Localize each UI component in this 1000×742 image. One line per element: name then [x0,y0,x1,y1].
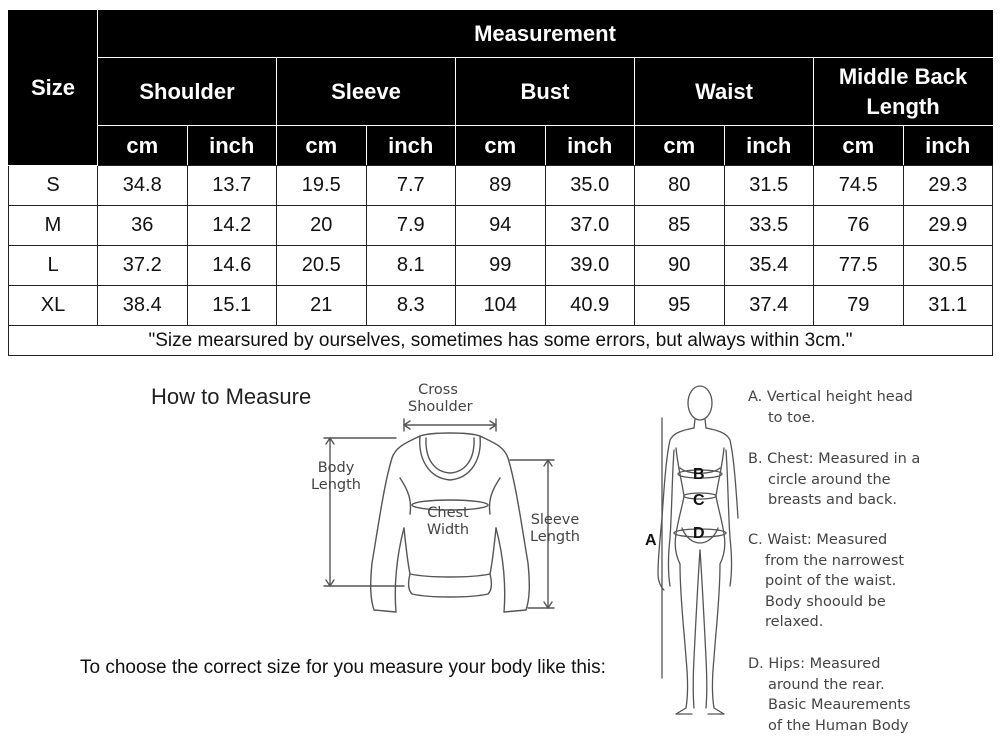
unit-header: inch [724,126,814,166]
how-to-measure-title: How to Measure [151,384,312,409]
size-cell: XL [9,286,98,326]
cross-shoulder-label [408,382,473,416]
unit-header: cm [277,126,367,166]
label-line: Body [317,460,355,476]
table-row [9,166,993,206]
group-header-waist: Waist [635,58,814,126]
legend-line: from the narrowest [765,552,905,569]
legend-item-a [748,387,948,428]
body-marker-a: A [645,532,657,549]
measurement-cell: 39.0 [545,246,635,286]
measurement-cell: 20 [277,206,367,246]
measurement-cell: 36 [98,206,188,246]
legend-line: Body shoould be [765,593,886,610]
legend-line: Basic Meaurements [768,697,911,713]
measurement-cell: 8.1 [366,246,456,286]
measurement-cell: 99 [456,246,546,286]
measurement-note: "Size mearsured by ourselves, sometimes has some errors, but always within 3cm." [9,326,993,356]
group-header-shoulder: Shoulder [98,58,277,126]
measurement-cell: 31.5 [724,166,814,206]
label-line: Length [310,477,361,493]
legend-item-b [748,449,948,511]
measurement-cell: 19.5 [277,166,367,206]
measurement-cell: 104 [456,286,546,326]
measurement-cell: 15.1 [187,286,277,326]
measurement-cell: 76 [814,206,904,246]
size-table-body [9,166,993,356]
measurement-cell: 90 [635,246,725,286]
measurement-cell: 40.9 [545,286,635,326]
legend-line: point of the waist. [765,573,897,589]
legend-line: relaxed. [765,614,824,630]
human-body-figure [640,378,740,723]
legend-line: breasts and back. [768,492,898,508]
measurement-cell: 30.5 [903,246,993,286]
measurement-cell: 13.7 [187,166,277,206]
measurement-cell: 29.3 [903,166,993,206]
label-line: Chest [427,505,469,521]
measurement-cell: 31.1 [903,286,993,326]
label-line: Sleeve [530,512,580,528]
choose-size-instruction: To choose the correct size for you measure your body like this: [80,657,606,678]
table-row [9,206,993,246]
measurement-cell: 37.0 [545,206,635,246]
measurement-cell: 21 [277,286,367,326]
measurement-cell: 37.2 [98,246,188,286]
unit-header: inch [366,126,456,166]
unit-header: inch [545,126,635,166]
label-line: Cross [418,382,458,398]
body-marker-d: D [693,525,705,542]
sleeve-length-label [520,512,590,546]
size-cell: M [9,206,98,246]
measurement-cell: 94 [456,206,546,246]
legend-line: to toe. [768,409,816,426]
legend-item-c [748,530,948,633]
group-header-bust: Bust [456,58,635,126]
measurement-cell: 38.4 [98,286,188,326]
measurement-cell: 77.5 [814,246,904,286]
group-header-line: Middle Back [838,63,968,89]
body-length-label [306,460,366,494]
body-marker-c: C [693,492,705,509]
measurement-cell: 85 [635,206,725,246]
legend-line: of the Human Body [768,717,909,734]
measurement-cell: 34.8 [98,166,188,206]
measurement-cell: 14.2 [187,206,277,246]
measurement-cell: 35.0 [545,166,635,206]
measurement-cell: 20.5 [277,246,367,286]
size-chart-table [8,10,993,356]
measurement-cell: 74.5 [814,166,904,206]
label-line: Width [426,522,470,538]
measurement-cell: 35.4 [724,246,814,286]
unit-header: cm [98,126,188,166]
unit-header: cm [635,126,725,166]
legend-line: B. Chest: Measured in a [748,451,921,467]
unit-header: inch [187,126,277,166]
legend-line: around the rear. [768,676,885,693]
size-cell: S [9,166,98,206]
measurement-cell: 7.7 [366,166,456,206]
group-header-sleeve: Sleeve [277,58,456,126]
unit-header: inch [903,126,993,166]
note-row [9,326,993,356]
chest-width-label [418,505,478,539]
measurement-cell: 29.9 [903,206,993,246]
size-cell: L [9,246,98,286]
table-row [9,286,993,326]
measurement-cell: 33.5 [724,206,814,246]
measurement-cell: 79 [814,286,904,326]
legend-line: circle around the [768,471,891,488]
measurement-cell: 7.9 [366,206,456,246]
label-line: Length [529,529,580,545]
legend-line: C. Waist: Measured [748,532,888,548]
legend-item-d [748,654,948,736]
legend-line: A. Vertical height head [748,389,913,405]
measurement-cell: 95 [635,286,725,326]
unit-header: cm [814,126,904,166]
group-header-middle-back-length [814,58,993,126]
group-header-line: Length [866,93,940,119]
table-row [9,246,993,286]
measurement-header: Measurement [98,11,993,58]
measurement-cell: 8.3 [366,286,456,326]
legend-line: D. Hips: Measured [748,656,881,672]
measurement-cell: 37.4 [724,286,814,326]
measurement-cell: 89 [456,166,546,206]
label-line: Shoulder [408,399,473,415]
measurement-cell: 14.6 [187,246,277,286]
unit-header: cm [456,126,546,166]
size-column-header: Size [9,11,98,166]
body-marker-b: B [693,466,705,483]
measurement-cell: 80 [635,166,725,206]
